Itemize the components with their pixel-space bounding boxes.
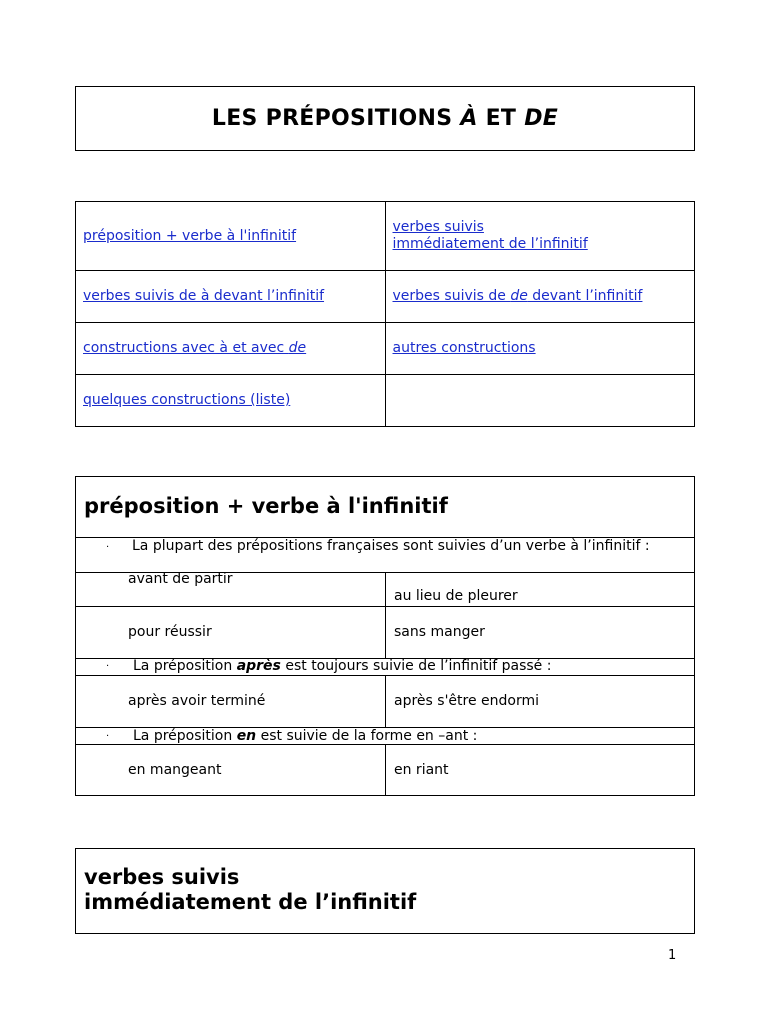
toc-cell — [385, 271, 695, 323]
bullet: · — [106, 542, 110, 553]
example-text: pour réussir — [128, 624, 212, 640]
example-text: avant de partir — [128, 571, 233, 587]
title-box — [75, 86, 695, 151]
column-divider — [385, 675, 386, 727]
column-divider — [385, 572, 386, 658]
toc-cell — [76, 375, 386, 427]
section-preposition-infinitif — [75, 476, 695, 796]
example-text: en mangeant — [128, 762, 222, 778]
toc-cell — [76, 323, 386, 375]
section-verbes-immediatement — [75, 848, 695, 934]
toc-row — [76, 375, 695, 427]
toc-cell — [76, 202, 386, 271]
section-heading: verbes suivis immédiatement de l’infinitif — [84, 865, 417, 914]
page-number: 1 — [668, 948, 677, 963]
example-text: en riant — [394, 762, 449, 778]
example-text: après avoir terminé — [128, 693, 266, 709]
toc-link-verbes-de[interactable]: verbes suivis de de devant l’infinitif — [392, 288, 643, 304]
toc-link-liste[interactable]: quelques constructions (liste) — [83, 392, 291, 408]
page-title: LES PRÉPOSITIONS À ET DE — [211, 106, 559, 131]
toc-link-autres-constructions[interactable]: autres constructions — [392, 340, 536, 356]
toc-cell — [385, 323, 695, 375]
toc-cell — [76, 271, 386, 323]
rule-text: La préposition en est suivie de la forme en –ant : — [133, 728, 478, 744]
toc-link-verbes-a[interactable]: verbes suivis de à devant l’infinitif — [83, 288, 325, 304]
toc-row — [76, 202, 695, 271]
example-text: au lieu de pleurer — [394, 588, 518, 604]
example-text: sans manger — [394, 624, 485, 640]
toc-table — [75, 201, 695, 427]
toc-link-verbes-immediatement[interactable]: verbes suivis immédiatement de l’infinitif — [392, 219, 588, 252]
column-divider — [385, 744, 386, 796]
toc-cell — [385, 202, 695, 271]
toc-cell-empty — [385, 375, 695, 427]
rule-text: La plupart des prépositions françaises sont suivies d’un verbe à l’infinitif : — [132, 538, 650, 554]
toc-row — [76, 323, 695, 375]
toc-link-preposition-infinitif[interactable]: préposition + verbe à l'infinitif — [83, 227, 297, 244]
toc-row — [76, 271, 695, 323]
bullet: · — [106, 661, 110, 672]
toc-link-constructions-a-de[interactable]: constructions avec à et avec de — [83, 340, 307, 356]
example-text: après s'être endormi — [394, 693, 540, 709]
rule-text: La préposition après est toujours suivie de l’infinitif passé : — [133, 658, 552, 674]
section-heading: préposition + verbe à l'infinitif — [84, 494, 448, 518]
divider — [76, 606, 694, 607]
bullet: · — [106, 731, 110, 742]
